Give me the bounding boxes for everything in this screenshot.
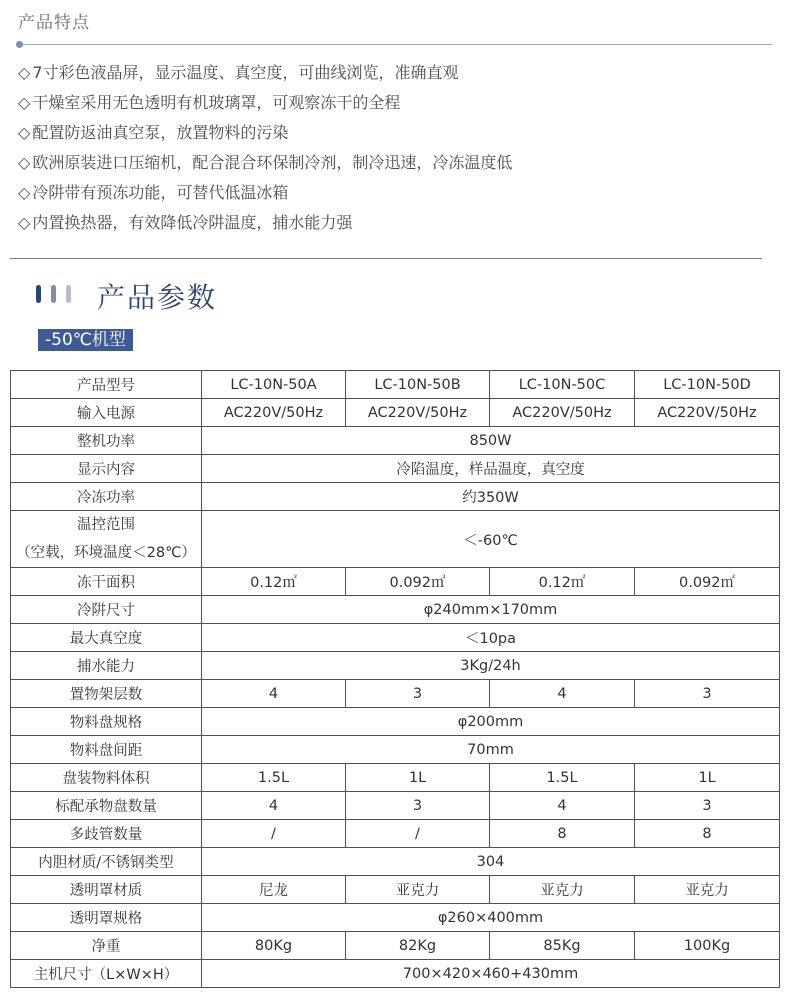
row-value: 85Kg: [490, 932, 635, 960]
row-label: 冷冻功率: [11, 483, 202, 511]
row-label: 净重: [11, 932, 202, 960]
row-value-merged: ＜-60℃: [202, 511, 780, 568]
table-row: [11, 455, 780, 483]
table-row: [11, 511, 780, 568]
model-header-cell: LC-10N-50C: [490, 371, 635, 399]
table-row: [11, 932, 780, 960]
diamond-icon: ◇: [18, 153, 31, 172]
row-value: AC220V/50Hz: [202, 399, 346, 427]
table-row: [11, 652, 780, 680]
row-value-merged: φ200mm: [202, 708, 780, 736]
row-value: AC220V/50Hz: [635, 399, 780, 427]
feature-list: [18, 60, 512, 240]
row-label: 多歧管数量: [11, 820, 202, 848]
row-value: /: [202, 820, 346, 848]
row-value: /: [346, 820, 490, 848]
diamond-icon: ◇: [18, 63, 31, 82]
table-row: [11, 483, 780, 511]
row-label: 盘装物料体积: [11, 764, 202, 792]
table-row: [11, 624, 780, 652]
table-row: [11, 596, 780, 624]
table-row: [11, 568, 780, 596]
diamond-icon: ◇: [18, 123, 31, 142]
model-header-cell: LC-10N-50A: [202, 371, 346, 399]
row-value: 亚克力: [346, 876, 490, 904]
row-label: 整机功率: [11, 427, 202, 455]
row-value-merged: φ260×400mm: [202, 904, 780, 932]
list-item: ◇ 干燥室采用无色透明有机玻璃罩，可观察冻干的全程: [18, 93, 401, 112]
row-value: 3: [635, 680, 780, 708]
row-value: 4: [202, 680, 346, 708]
section-divider: [10, 258, 762, 259]
row-value: 3: [346, 680, 490, 708]
table-header-row: [11, 371, 780, 399]
row-value-merged: 850W: [202, 427, 780, 455]
row-label: 输入电源: [11, 399, 202, 427]
row-value: 8: [490, 820, 635, 848]
row-value: 1L: [346, 764, 490, 792]
row-value: 0.092㎡: [346, 568, 490, 596]
row-label-line: 温控范围: [77, 517, 135, 533]
row-value-merged: ＜10pa: [202, 624, 780, 652]
row-value-merged: 304: [202, 848, 780, 876]
row-value: AC220V/50Hz: [490, 399, 635, 427]
row-value: 亚克力: [635, 876, 780, 904]
diamond-icon: ◇: [18, 93, 31, 112]
list-item: ◇ 7寸彩色液晶屏，显示温度、真空度，可曲线浏览，准确直观: [18, 63, 459, 82]
row-value: 1.5L: [202, 764, 346, 792]
table-row: [11, 848, 780, 876]
row-value-merged: 70mm: [202, 736, 780, 764]
table-row: [11, 960, 780, 988]
table-row: [11, 764, 780, 792]
features-title: 产品特点: [18, 13, 90, 33]
row-label: 物料盘规格: [11, 708, 202, 736]
table-row: [11, 736, 780, 764]
list-item: ◇ 配置防返油真空泵，放置物料的污染: [18, 123, 289, 142]
params-title: 产品参数: [97, 281, 218, 314]
row-label: 冷阱尺寸: [11, 596, 202, 624]
table-row: [11, 904, 780, 932]
row-label: 置物架层数: [11, 680, 202, 708]
row-value: 100Kg: [635, 932, 780, 960]
model-badge: -50℃机型: [38, 329, 133, 351]
row-value: 82Kg: [346, 932, 490, 960]
list-item: ◇ 冷阱带有预冻功能，可替代低温冰箱: [18, 183, 289, 202]
row-value-merged: φ240mm×170mm: [202, 596, 780, 624]
row-value: 1.5L: [490, 764, 635, 792]
row-value-merged: 冷陷温度，样品温度，真空度: [202, 455, 780, 483]
list-item: ◇ 欧洲原装进口压缩机，配合混合环保制冷剂，制冷迅速，冷冻温度低: [18, 153, 513, 172]
table-row: [11, 427, 780, 455]
row-label: 内胆材质/不锈钢类型: [11, 848, 202, 876]
row-value: 0.12㎡: [490, 568, 635, 596]
row-value-merged: 700×420×460+430mm: [202, 960, 780, 988]
diamond-icon: ◇: [18, 183, 31, 202]
row-value: 4: [202, 792, 346, 820]
row-label: 标配承物盘数量: [11, 792, 202, 820]
row-value: 1L: [635, 764, 780, 792]
table-row: [11, 399, 780, 427]
row-value: 尼龙: [202, 876, 346, 904]
row-label: [11, 511, 202, 568]
row-label: 主机尺寸（L×W×H）: [11, 960, 202, 988]
row-value-merged: 3Kg/24h: [202, 652, 780, 680]
row-value: 3: [346, 792, 490, 820]
row-value: 4: [490, 792, 635, 820]
table-row: [11, 876, 780, 904]
header-label: 产品型号: [11, 371, 202, 399]
row-value: 3: [635, 792, 780, 820]
row-label: 物料盘间距: [11, 736, 202, 764]
model-header-cell: LC-10N-50B: [346, 371, 490, 399]
row-label: 显示内容: [11, 455, 202, 483]
row-value: 4: [490, 680, 635, 708]
row-label-note: （空载，环境温度＜28℃）: [16, 545, 196, 561]
row-value: 8: [635, 820, 780, 848]
row-value: 亚克力: [490, 876, 635, 904]
row-value: 0.092㎡: [635, 568, 780, 596]
row-label: 最大真空度: [11, 624, 202, 652]
table-row: [11, 680, 780, 708]
row-value-merged: 约350W: [202, 483, 780, 511]
row-label: 透明罩规格: [11, 904, 202, 932]
title-bar-2: [51, 285, 56, 303]
row-value: 0.12㎡: [202, 568, 346, 596]
row-label: 冻干面积: [11, 568, 202, 596]
row-value: 80Kg: [202, 932, 346, 960]
table-row: [11, 708, 780, 736]
row-value: AC220V/50Hz: [346, 399, 490, 427]
spec-table: [10, 370, 780, 988]
title-rule: [20, 44, 772, 45]
title-rule-dot: [16, 41, 23, 48]
table-row: [11, 792, 780, 820]
row-label: 捕水能力: [11, 652, 202, 680]
title-bar-1: [36, 285, 41, 303]
table-row: [11, 820, 780, 848]
list-item: ◇ 内置换热器，有效降低冷阱温度，捕水能力强: [18, 213, 353, 232]
title-bar-3: [66, 285, 71, 303]
diamond-icon: ◇: [18, 213, 31, 232]
model-header-cell: LC-10N-50D: [635, 371, 780, 399]
row-label: 透明罩材质: [11, 876, 202, 904]
